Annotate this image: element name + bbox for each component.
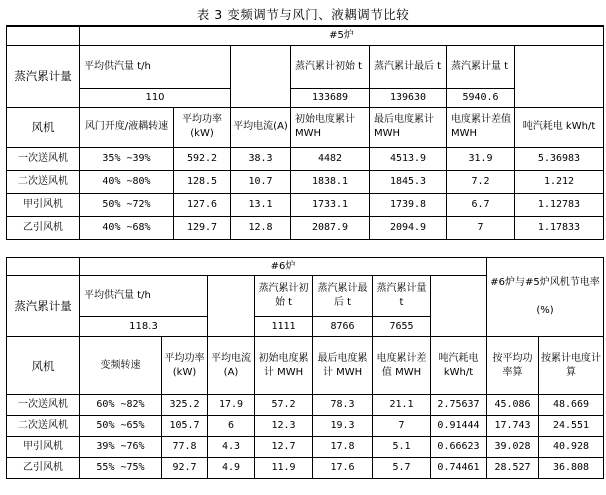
col-kwh-per-ton: 吨汽耗电 kWh/t [431,337,487,395]
table-row: 二次送风机 40% ~80% 128.5 10.7 1838.1 1845.3 7.2 1.212 [7,170,604,193]
table-row: 二次送风机 50% ~65% 105.7 6 12.3 19.3 7 0.91444 17.743 24.551 [7,416,604,437]
avg-steam-header: 平均供汽量 t/h [80,276,208,317]
boiler-6-table [6,257,604,479]
steam-initial-value: 133689 [291,88,370,107]
col-by-energy: 按累计电度计算 [539,337,604,395]
steam-initial-header: 蒸汽累计初始 t [291,45,370,88]
avg-steam-header: 平均供汽量 t/h [80,45,231,88]
col-avg-current: 平均电流(A) [208,337,255,395]
steam-total-label: 蒸汽累计量 [7,45,80,107]
steam-amount-value: 5940.6 [447,88,515,107]
col-initial-energy: 初始电度累计 MWH [291,107,370,147]
col-vfd-speed: 变频转速 [80,337,162,395]
steam-initial-value: 1111 [255,317,313,337]
col-final-energy: 最后电度累计 MWH [313,337,373,395]
col-final-energy: 最后电度累计 MWH [370,107,447,147]
saving-rate-title: #6炉与#5炉风机节电率 [490,277,600,288]
col-initial-energy: 初始电度累计 MWH [255,337,313,395]
table-row: 甲引风机 39% ~76% 77.8 4.3 12.7 17.8 5.1 0.66623 39.028 40.928 [7,437,604,458]
steam-final-value: 139630 [370,88,447,107]
steam-final-value: 8766 [313,317,373,337]
saving-rate-unit: (%) [536,305,554,316]
col-avg-power: 平均功率(kW) [162,337,208,395]
col-avg-power: 平均功率(kW) [174,107,231,147]
col-energy-diff: 电度累计差值 MWH [373,337,431,395]
col-energy-diff: 电度累计差值 MWH [447,107,515,147]
col-avg-current: 平均电流(A) [231,107,291,147]
col-fan: 风机 [7,107,80,147]
col-kwh-per-ton: 吨汽耗电 kWh/t [515,107,604,147]
table-row: 乙引风机 40% ~68% 129.7 12.8 2087.9 2094.9 7 1.17833 [7,216,604,239]
avg-steam-value: 110 [80,88,231,107]
table-row: 乙引风机 55% ~75% 92.7 4.9 11.9 17.6 5.7 0.74461 28.527 36.808 [7,458,604,479]
steam-total-label: 蒸汽累计量 [7,276,80,337]
col-fan: 风机 [7,337,80,395]
steam-initial-header: 蒸汽累计初始 t [255,276,313,317]
steam-final-header: 蒸汽累计最后 t [370,45,447,88]
boiler-5-header: #5炉 [80,26,604,45]
col-by-avg-power: 按平均功率算 [487,337,539,395]
steam-final-header: 蒸汽累计最后 t [313,276,373,317]
column-header-row [7,107,604,147]
table-row: 一次送风机 60% ~82% 325.2 17.9 57.2 78.3 21.1 2.75637 45.086 48.669 [7,395,604,416]
steam-amount-header: 蒸汽累计量 t [373,276,431,317]
boiler-5-table [6,25,604,240]
steam-amount-value: 7655 [373,317,431,337]
table-row: 甲引风机 50% ~72% 127.6 13.1 1733.1 1739.8 6.7 1.12783 [7,193,604,216]
steam-amount-header: 蒸汽累计量 t [447,45,515,88]
col-opening: 风门开度/液耦转速 [80,107,174,147]
column-header-row [7,337,604,395]
avg-steam-value: 118.3 [80,317,208,337]
table-row: 一次送风机 35% ~39% 592.2 38.3 4482 4513.9 31.9 5.36983 [7,147,604,170]
saving-rate-header [487,258,604,337]
table-caption: 表 3 变频调节与风门、液耦调节比较 [196,7,410,22]
boiler-6-header: #6炉 [80,258,487,276]
